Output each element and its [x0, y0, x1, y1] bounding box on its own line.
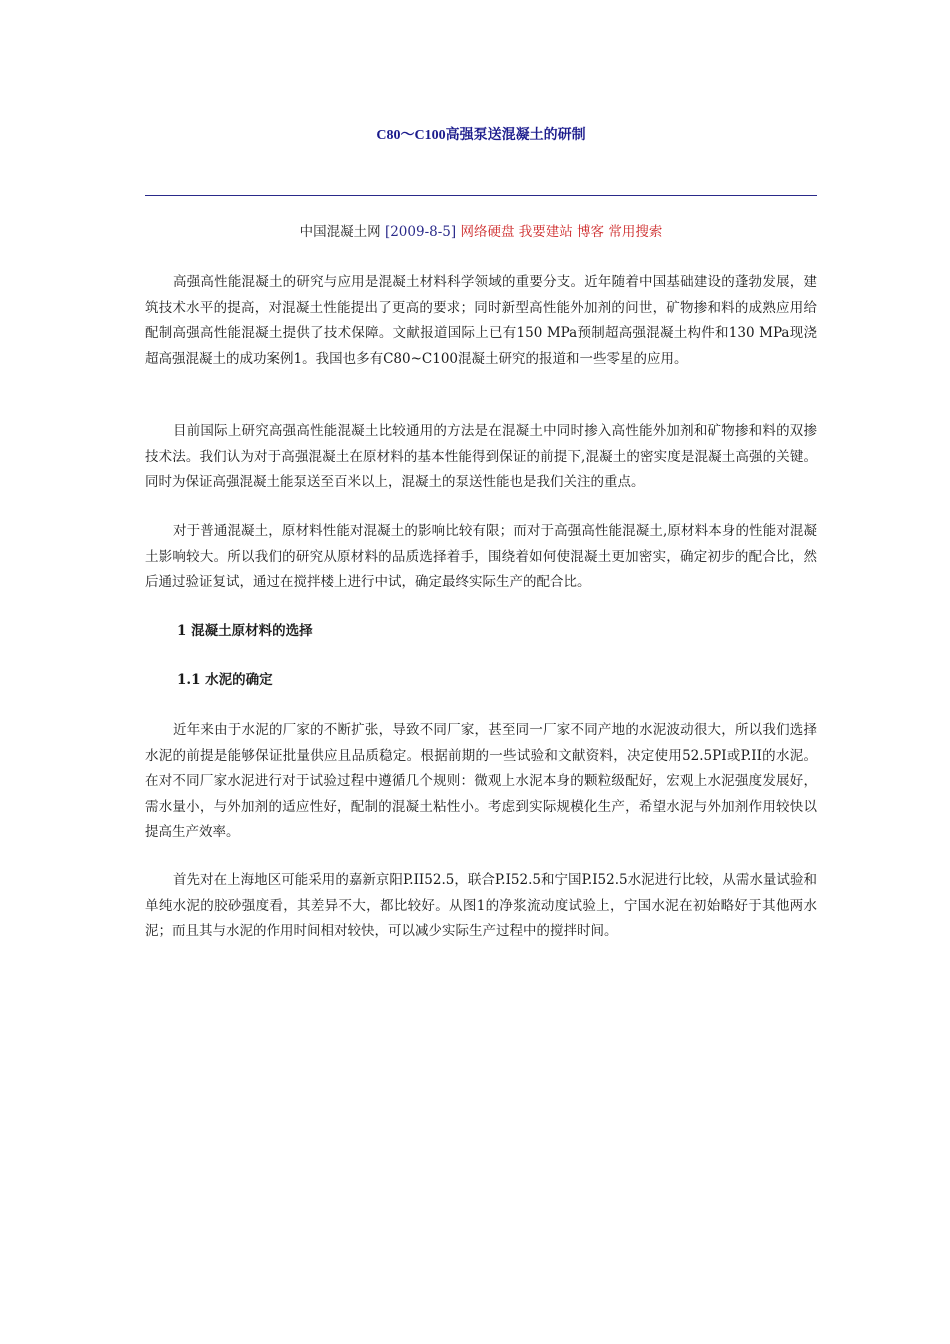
paragraph-materials: 对于普通混凝土，原材料性能对混凝土的影响比较有限；而对于高强高性能混凝土,原材料本身的性能对混凝土影响较大。所以我们的研究从原材料的品质选择着手，围绕着如何使混凝土更加密实，确定初步的配合比，然后通过验证复试，通过在搅拌楼上进行中试，确定最终实际生产的配合比。: [145, 523, 817, 590]
link-blog[interactable]: 博客: [577, 224, 605, 240]
paragraph-method: 目前国际上研究高强高性能混凝土比较通用的方法是在混凝土中同时掺入高性能外加剂和矿物掺和料的双掺技术法。我们认为对于高强混凝土在原材料的基本性能得到保证的前提下,混凝土的密实度是混凝土高强的关键。同时为保证高强混凝土能泵送至百米以上，混凝土的泵送性能也是我们关注的重点。: [145, 423, 817, 490]
article-meta: [145, 222, 817, 242]
page-title: C80～C100高强泵送混凝土的研制: [376, 128, 586, 143]
link-build-site[interactable]: 我要建站: [518, 224, 573, 240]
meta-source: 中国混凝土网: [299, 224, 381, 240]
paragraph-cement-comparison: 首先对在上海地区可能采用的嘉新京阳P.II52.5，联合P.I52.5和宁国P.I52.5水泥进行比较，从需水量试验和单纯水泥的胶砂强度看，其差异不大，都比较好。从图1的净浆流动度试验上，宁国水泥在初始略好于其他两水泥；而且其与水泥的作用时间相对较快，可以减少实际生产过程中的搅拌时间。: [145, 872, 817, 939]
section-heading: 1 混凝土原材料的选择: [177, 623, 313, 639]
link-network-disk[interactable]: 网络硬盘: [460, 224, 515, 240]
link-common-search[interactable]: 常用搜索: [608, 224, 663, 240]
paragraph-cement-selection: 近年来由于水泥的厂家的不断扩张，导致不同厂家，甚至同一厂家不同产地的水泥波动很大，所以我们选择水泥的前提是能够保证批量供应且品质稳定。根据前期的一些试验和文献资料，决定使用52.5PI或P.II的水泥。在对不同厂家水泥进行对于试验过程中遵循几个规则：微观上水泥本身的颗粒级配好，宏观上水泥强度发展好，需水量小，与外加剂的适应性好，配制的混凝土粘性小。考虑到实际规模化生产，希望水泥与外加剂作用较快以提高生产效率。: [145, 722, 817, 840]
title-divider: [145, 195, 817, 196]
subsection-heading: 1.1 水泥的确定: [177, 672, 273, 688]
paragraph-intro: 高强高性能混凝土的研究与应用是混凝土材料科学领域的重要分支。近年随着中国基础建设的蓬勃发展，建筑技术水平的提高，对混凝土性能提出了更高的要求；同时新型高性能外加剂的问世，矿物掺和料的成熟应用给配制高强高性能混凝土提供了技术保障。文献报道国际上已有150 MPa预制超高强混凝土构件和130 MPa现浇超高强混凝土的成功案例1。我国也多有C80~C100混凝土研究的报道和一些零星的应用。: [145, 274, 817, 367]
meta-date: [2009-8-5]: [384, 224, 457, 240]
